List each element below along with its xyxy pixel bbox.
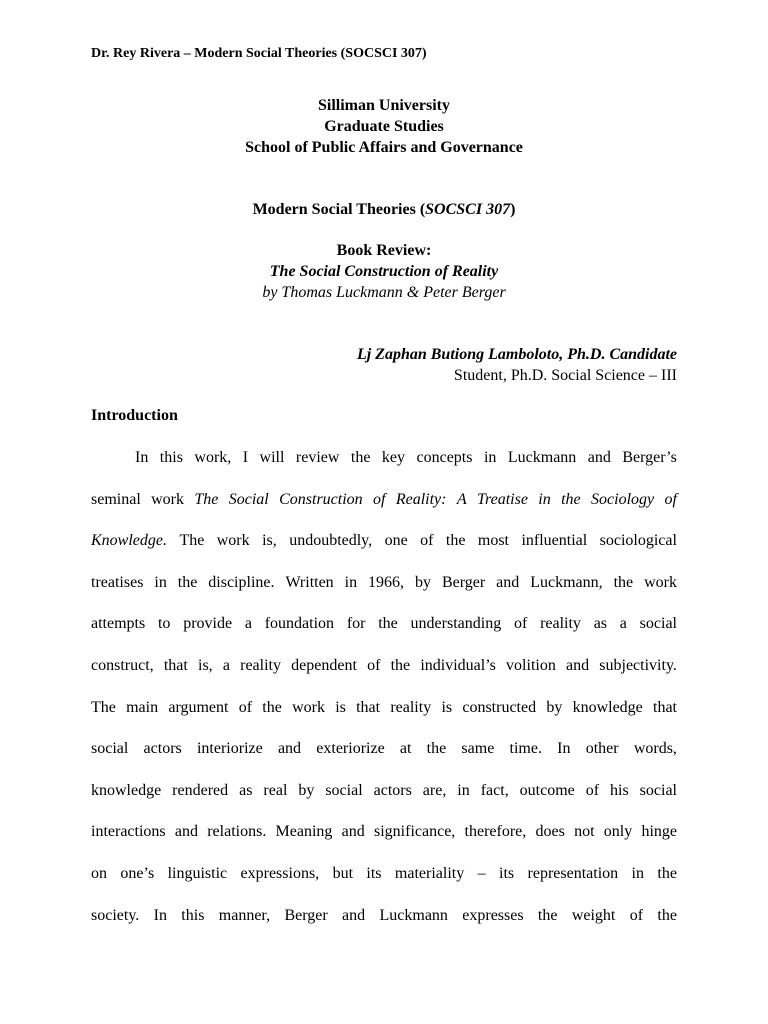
word: argument [168,698,229,716]
word: The [91,698,116,716]
word: expresses [462,906,524,924]
paragraph-line [91,488,677,530]
word: expressions, [240,864,320,882]
word: that [653,698,677,716]
word: is, [262,532,277,550]
word: is [335,698,346,716]
word: discipline. [208,573,275,591]
word: constructed [462,698,537,716]
paragraph-line [91,654,677,696]
word: seminal [91,490,141,508]
word: by [415,573,431,591]
paragraph-line [91,446,677,488]
word: subjectivity. [599,656,677,674]
word: of [664,490,677,508]
word: the [378,615,398,633]
word: the [262,698,282,716]
word: Berger [441,573,486,591]
word: Berger’s [622,449,677,466]
university-name: Silliman University [317,97,450,114]
word: main [126,698,159,716]
word: its [366,864,382,882]
word: 1966, [368,573,405,591]
word: influential [521,532,588,550]
word: and [587,449,611,466]
word: In [135,449,149,466]
word: in [483,449,497,466]
paragraph-line [91,571,677,613]
word: fact, [480,781,509,799]
word: and [496,573,520,591]
word: exteriorize [316,740,385,758]
word: Luckmann, [530,573,603,591]
school-name: School of Public Affairs and Governance [245,139,523,156]
paragraph-line [91,696,677,738]
paragraph-line [91,612,677,654]
word: interactions [91,823,166,841]
word: a [619,615,627,633]
word: Luckmann [379,906,448,924]
word: actors [143,740,182,758]
word: Meaning [275,823,333,841]
word: a [244,615,252,633]
word: society. [91,906,140,924]
word: that [163,656,188,674]
word: the [537,906,558,924]
word: work, [194,449,232,466]
word: outcome [519,781,575,799]
word: does [535,823,565,841]
word: in [457,781,470,799]
word: is, [198,656,213,674]
word: this [181,906,205,924]
word: is [441,698,453,716]
institution-block [91,95,677,158]
word: and [342,906,366,924]
word: other [585,740,619,758]
word: by [546,698,563,716]
word: his [610,781,629,799]
running-header: Dr. Rey Rivera – Modern Social Theories (SOCSCI 307) [91,46,427,61]
word: hinge [641,823,677,841]
word: knowledge [572,698,643,716]
word: in [538,490,551,508]
word: by [298,781,315,799]
word: and [566,656,590,674]
word: at [399,740,412,758]
word: reality [540,615,581,633]
word: the [657,864,677,882]
book-title: The Social Construction of Reality [269,263,499,280]
word: Written [285,573,334,591]
word: social [91,740,129,758]
word: rendered [172,781,229,799]
word: real [263,781,288,799]
paragraph-line [91,862,677,904]
word: on [91,864,107,882]
word: The [194,490,219,508]
word: attempts [91,615,146,633]
word: as [593,615,608,633]
word: the [657,906,677,924]
word: volition [506,656,556,674]
word: its [499,864,515,882]
word: review [295,449,340,466]
word: understanding [410,615,502,633]
word: In [557,740,571,758]
word: foundation [264,615,335,633]
word: one’s [120,864,155,882]
word: that [356,698,381,716]
word: Luckmann [507,449,577,466]
word: A [456,490,467,508]
word: same [461,740,495,758]
word: dependent [291,656,357,674]
word: Sociology [591,490,655,508]
word: therefore, [464,823,527,841]
word: work [216,532,250,550]
word: work [151,490,185,508]
word: the [426,740,447,758]
word: concepts [416,449,473,466]
word: the [445,532,466,550]
word: of [373,490,386,508]
word: reality [240,656,281,674]
word: and [174,823,198,841]
word: and [277,740,302,758]
word: of [585,781,600,799]
word: materiality [394,864,465,882]
word: a [222,656,230,674]
word: of [513,615,528,633]
word: are, [422,781,447,799]
word: words, [633,740,677,758]
word: sociological [599,532,677,550]
paragraph-line [91,904,677,946]
word: relations. [207,823,267,841]
word: interiorize [196,740,263,758]
course-title-suffix: ) [510,201,516,218]
word: Treatise [476,490,528,508]
word: the [561,490,581,508]
word: for [346,615,366,633]
word: knowledge [91,781,162,799]
word: provide [183,615,233,633]
word: social [639,781,677,799]
paragraph-line [91,779,677,821]
word: – [477,864,486,882]
paragraph-line [91,529,677,571]
book-review-block [91,240,677,303]
word: time. [509,740,542,758]
author-program: Student, Ph.D. Social Science – III [453,367,677,384]
introduction-body [91,446,677,945]
word: Social [228,490,269,508]
word: treatises [91,573,144,591]
word: manner, [218,906,271,924]
word: Construction [279,490,363,508]
word: The [179,532,205,550]
word: significance, [374,823,456,841]
course-title [91,199,677,220]
word: not [574,823,595,841]
book-byline: by Thomas Luckmann & Peter Berger [262,284,506,301]
word: this [159,449,183,466]
word: the [350,449,371,466]
word: the [177,573,198,591]
word: will [259,449,285,466]
word: representation [527,864,619,882]
word: of [629,906,644,924]
word: but [332,864,354,882]
paragraph-line [91,820,677,862]
word: reality [390,698,432,716]
word: In [153,906,167,924]
author-block [91,344,677,386]
word: most [477,532,509,550]
section-heading: Introduction [91,407,178,424]
course-title-prefix: Modern Social Theories ( [252,201,426,218]
word: of [420,532,434,550]
word: work [644,573,677,591]
word: key [381,449,406,466]
author-name: Lj Zaphan Butiong Lamboloto, Ph.D. Candidate [356,346,677,363]
word: of [238,698,253,716]
paragraph-line [91,737,677,779]
word: to [157,615,171,633]
word: actors [373,781,412,799]
word: in [344,573,358,591]
word: I [242,449,249,466]
word: in [154,573,167,591]
word: as [239,781,253,799]
word: weight [571,906,616,924]
word: the [390,656,411,674]
word: Berger [284,906,328,924]
word: Knowledge. [91,532,167,550]
word: linguistic [167,864,228,882]
course-code: SOCSCI 307 [425,201,511,218]
word: social [639,615,677,633]
word: the [613,573,634,591]
division-name: Graduate Studies [324,118,444,135]
word: construct, [91,656,154,674]
word: individual’s [420,656,496,674]
word: and [341,823,365,841]
word: work [292,698,325,716]
word: social [325,781,363,799]
word: in [631,864,644,882]
word: of [367,656,381,674]
word: undoubtedly, [289,532,373,550]
review-label: Book Review: [336,242,432,259]
word: Reality: [395,490,447,508]
word: one [384,532,408,550]
word: only [603,823,633,841]
